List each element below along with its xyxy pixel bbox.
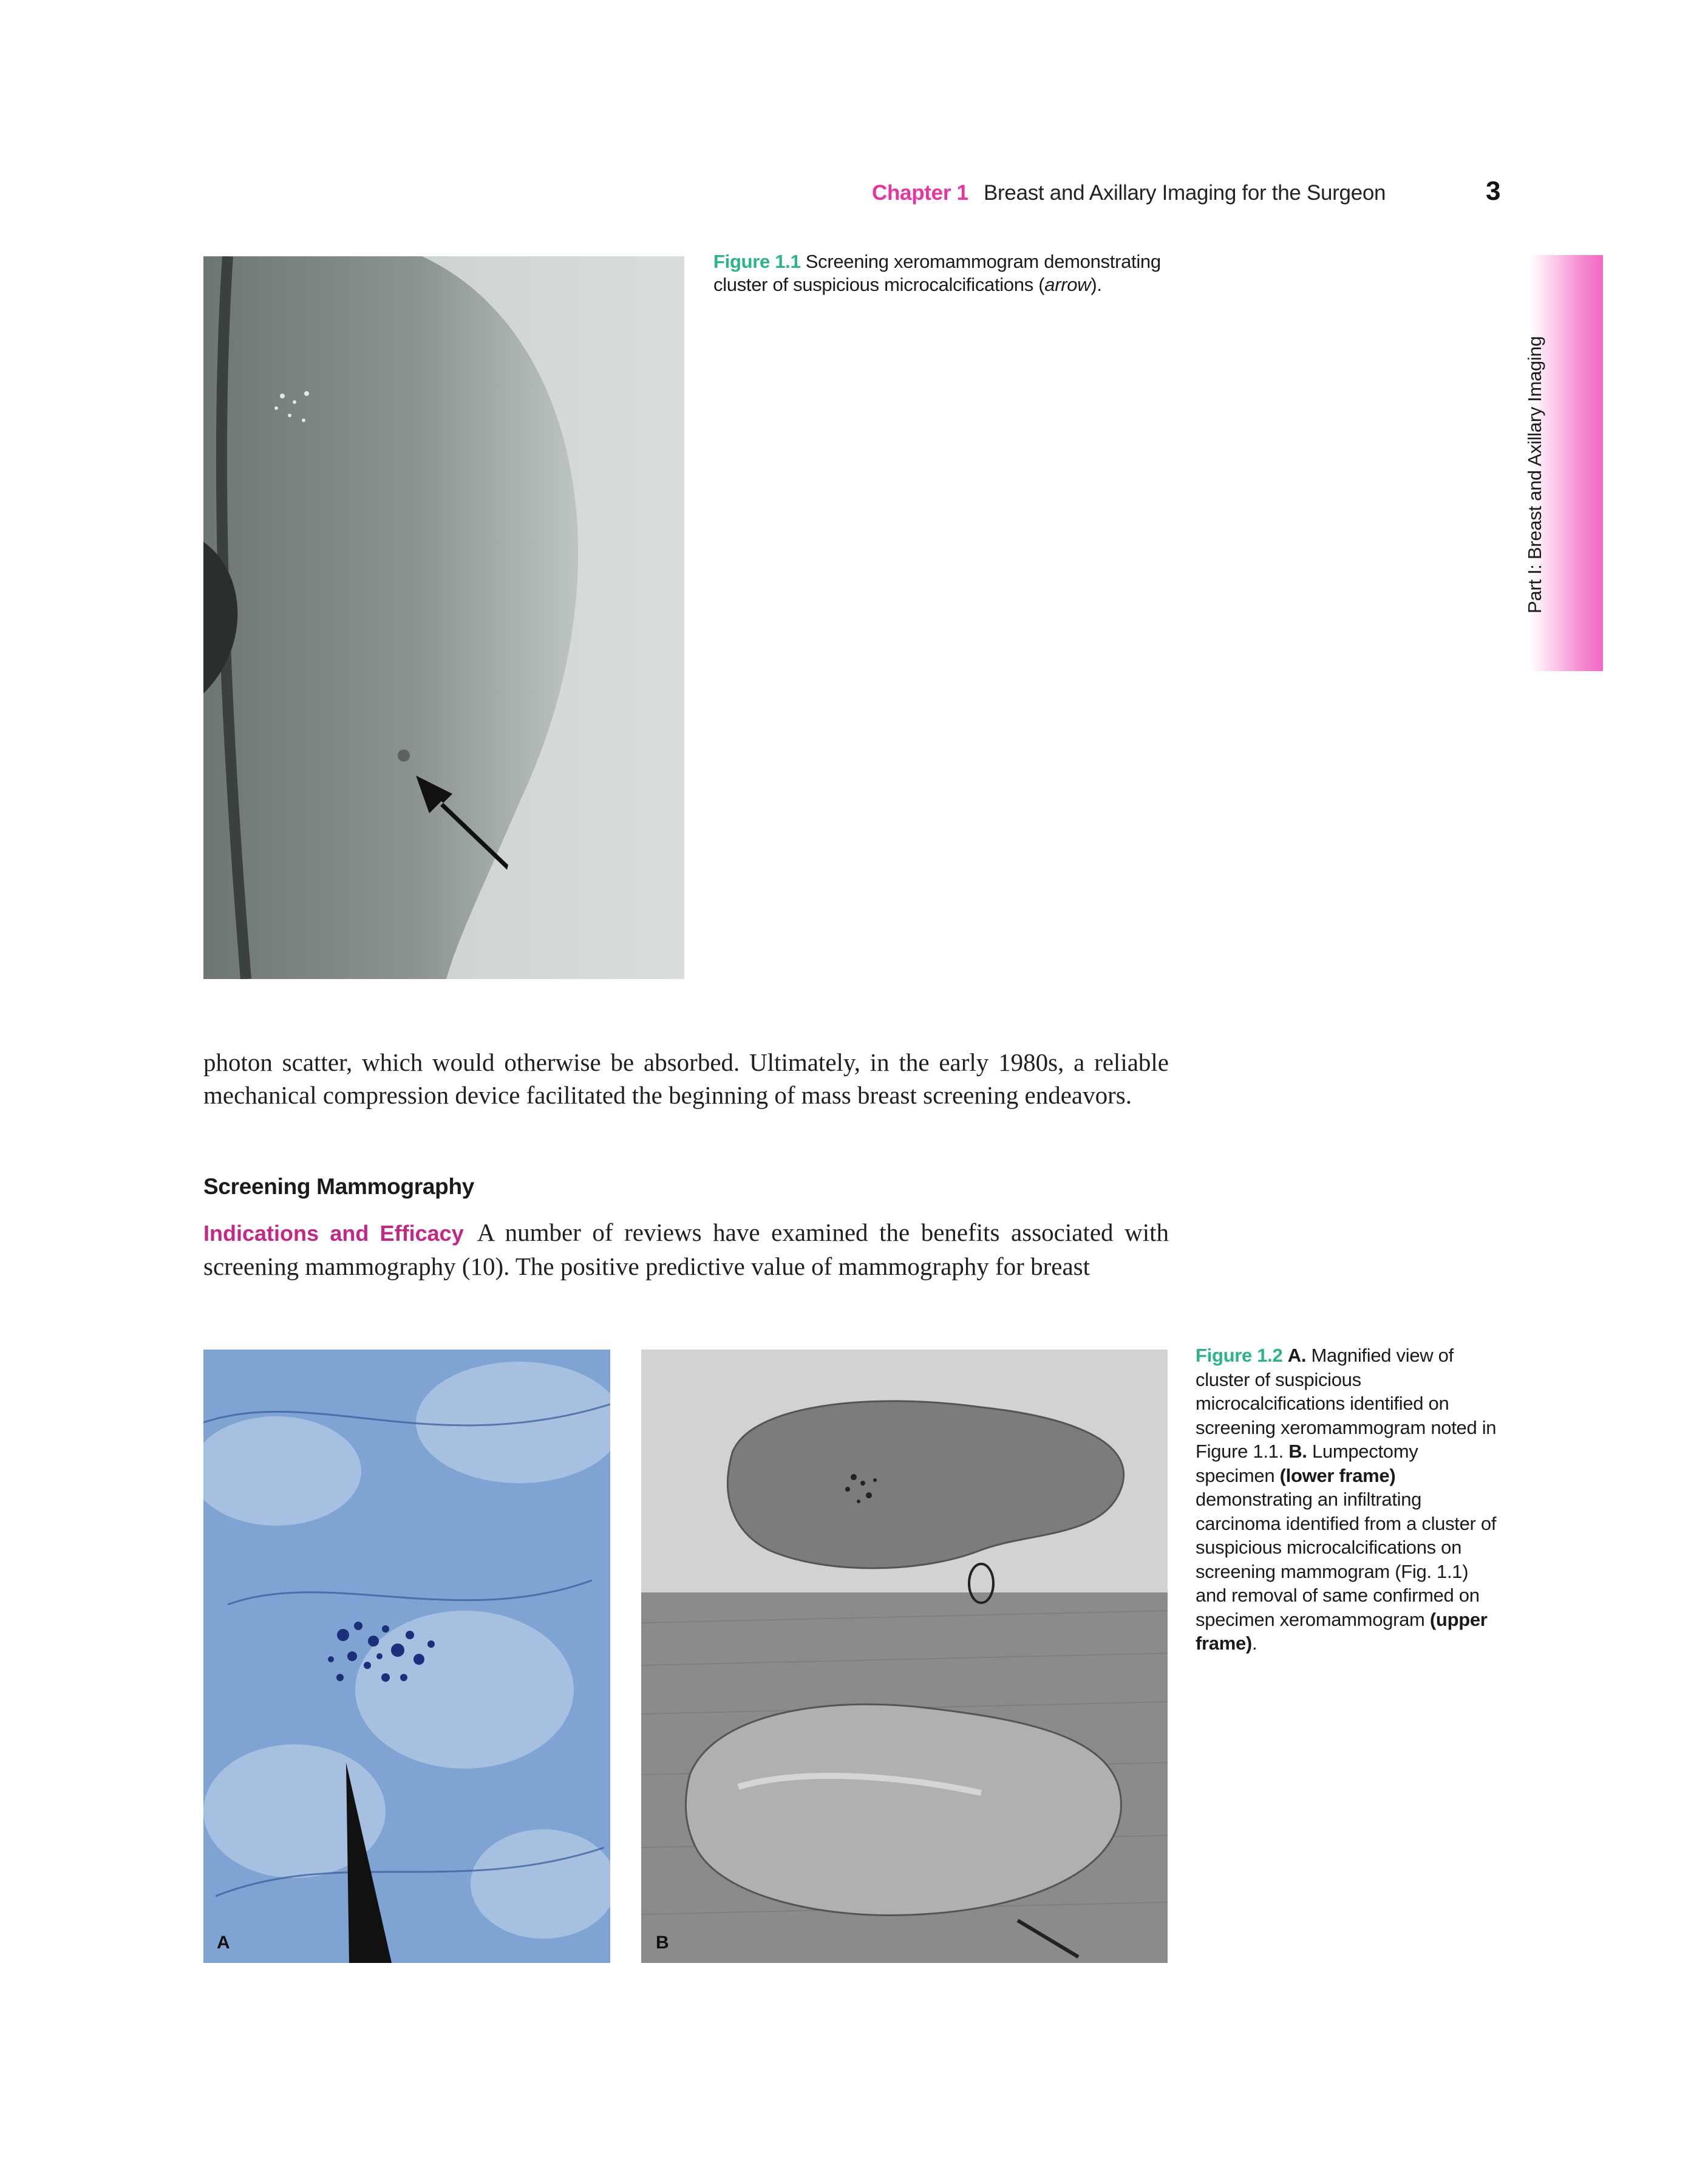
page-number: 3	[1486, 176, 1501, 206]
figure-1-1-xeromammogram-image	[203, 256, 684, 979]
body-paragraph-2-text: A number of reviews have examined the benefits associated with screening mammography (10). The positive predictive value of mammography for breast	[203, 1218, 1169, 1280]
panel-label-b: B	[656, 1933, 669, 1953]
figure-1-1-caption	[713, 250, 1211, 296]
body-paragraph-2	[203, 1216, 1169, 1283]
figure-1-1-caption-end: ).	[1090, 274, 1102, 295]
figure-1-2-caption	[1196, 1343, 1499, 1656]
caption-label-b: B.	[1288, 1441, 1307, 1462]
chapter-label: Chapter 1	[872, 181, 968, 205]
chapter-title: Breast and Axillary Imaging for the Surgeon	[984, 181, 1386, 205]
caption-lower-frame: (lower frame)	[1279, 1464, 1396, 1486]
subheading-indications: Indications and Efficacy	[203, 1221, 464, 1246]
caption-upper-frame: (upper frame)	[1196, 1608, 1488, 1654]
figure-1-2-number: Figure 1.2	[1196, 1345, 1283, 1366]
caption-text-b1: Lumpectomy specimen	[1196, 1441, 1418, 1486]
figure-1-1-caption-arrow: arrow	[1044, 274, 1091, 295]
caption-text-b2: demonstrating an infiltrating carcinoma identified from a cluster of suspicious microcalcifications on screening mammogram (Fig. 1.1) and removal of same confirmed on specimen xeromammogram	[1196, 1489, 1497, 1630]
body-paragraph-1: photon scatter, which would otherwise be absorbed. Ultimately, in the early 1980s, a reliable mechanical compression device facilitated the beginning of mass breast screening endeavors.	[203, 1048, 1169, 1109]
panel-label-a: A	[217, 1933, 230, 1953]
figure-1-2a-magnified-image	[203, 1350, 610, 1963]
figure-1-1-caption-text: Screening xeromammogram demonstrating cluster of suspicious microcalcifications (	[713, 251, 1161, 295]
caption-end: .	[1251, 1633, 1257, 1654]
section-heading: Screening Mammography	[203, 1174, 475, 1199]
side-tab-label: Part I: Breast and Axillary Imaging	[1524, 336, 1545, 613]
figure-1-2b-specimen-image	[641, 1350, 1168, 1963]
caption-text-a: Magnified view of cluster of suspicious microcalcifications identified on screening xeromammogram noted in Figure 1.1.	[1196, 1345, 1497, 1462]
figure-1-1-number: Figure 1.1	[713, 251, 801, 272]
caption-label-a: A.	[1287, 1345, 1307, 1366]
